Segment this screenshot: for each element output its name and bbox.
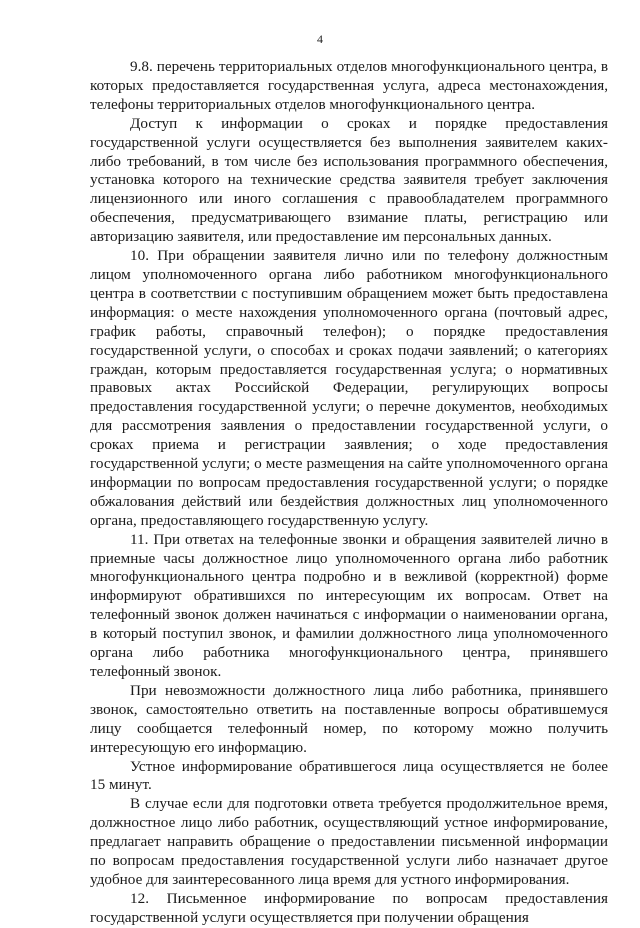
paragraph-9-8: 9.8. перечень территориальных отделов многофункционального центра, в которых предоставляется государственная услуга, адреса местонахождения, телефоны территориальных отделов многофункционального центра. [90,58,608,113]
paragraph-12: 12. Письменное информирование по вопросам предоставления государственной услуги осуществляется при получении обращения [90,889,608,926]
paragraph-oral-duration: Устное информирование обратившегося лица осуществляется не более 15 минут. [90,757,608,794]
body-text [90,58,608,928]
paragraph-10: 10. При обращении заявителя лично или по телефону должностным лицом уполномоченного органа либо работником многофункционального центра в соответствии с поступившим обращением может быть предоставлена информация: о месте нахождения уполномоченного органа (почтовый адрес, график работы, справочный телефон); о порядке предоставления государственной услуги, о способах и сроках подачи заявлений; о категориях граждан, которым предоставляется государственная услуга; о нормативных правовых актах Российской Федерации, регулирующих вопросы предоставления государственной услуги; о перечне документов, необходимых для рассмотрения заявления о предоставлении государственной услуги, о сроках приема и регистрации заявления; о ходе предоставления государственной услуги; о месте размещения на сайте уполномоченного органа информации по вопросам предоставления государственной услуги; о порядке обжалования действий или бездействия должностных лиц уполномоченного органа, предоставляющего государственную услугу. [90,247,608,529]
paragraph-unable-to-answer: При невозможности должностного лица либо работника, принявшего звонок, самостоятельно ответить на поставленные вопросы обратившемуся лицу сообщается телефонный номер, по которому можно получить интересующую его информацию. [90,681,608,756]
paragraph-11: 11. При ответах на телефонные звонки и обращения заявителей лично в приемные часы должностное лицо уполномоченного органа либо работник многофункционального центра подробно и в вежливой (корректной) форме информируют обратившихся по интересующим их вопросам. Ответ на телефонный звонок должен начинаться с информации о наименовании органа, в который поступил звонок, и фамилии должностного лица уполномоченного органа либо работника многофункционального центра, принявшего телефонный звонок. [90,530,608,680]
paragraph-access-info: Доступ к информации о сроках и порядке предоставления государственной услуги осуществляется без выполнения заявителем каких-либо требований, в том числе без использования программного обеспечения, установка которого на технические средства заявителя требует заключения лицензионного или иного соглашения с правообладателем программного обеспечения, предусматривающего взимание платы, регистрацию или авторизацию заявителя, или предоставление им персональных данных. [90,114,608,246]
paragraph-long-preparation: В случае если для подготовки ответа требуется продолжительное время, должностное лицо либо работник, осуществляющий устное информирование, предлагает направить обращение о предоставлении письменной информации по вопросам предоставления государственной услуги либо назначает другое удобное для заинтересованного лица время для устного информирования. [90,795,608,888]
page-number: 4 [317,32,323,46]
